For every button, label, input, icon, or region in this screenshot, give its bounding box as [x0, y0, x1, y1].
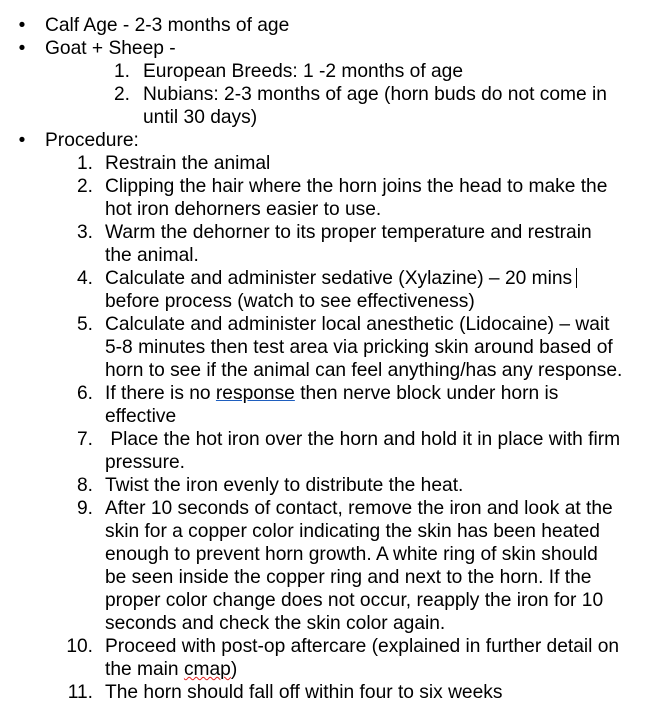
list-item-text [143, 83, 643, 129]
list-item-text [105, 267, 650, 313]
list-item-line: the animal. [105, 245, 199, 266]
procedure-step-3 [0, 221, 666, 267]
document-body [0, 14, 666, 704]
list-item-line: be seen inside the copper ring and next to the horn. If the [105, 567, 592, 588]
list-number: 8. [76, 475, 93, 496]
list-item-line [105, 658, 650, 681]
list-number: 11. [67, 682, 93, 703]
procedure-step-11 [0, 681, 666, 704]
list-item-line: effective [105, 406, 177, 427]
list-item-line-text: If there is no [105, 383, 216, 404]
list-item-line-text: then nerve block under horn is [294, 383, 559, 404]
list-number: 6. [76, 383, 93, 404]
list-number: 7. [76, 429, 93, 450]
list-item-text [105, 681, 650, 704]
text-cursor [576, 268, 577, 288]
bullet-text: Goat + Sheep - [45, 38, 176, 59]
list-item-line: hot iron dehorners easier to use. [105, 199, 382, 220]
list-item-line-text: ) [230, 659, 238, 680]
procedure-step-4 [0, 267, 666, 313]
list-item-line [105, 267, 650, 290]
list-item-text [105, 221, 650, 267]
list-item-line: European Breeds: 1 -2 months of age [143, 61, 463, 82]
procedure-step-10 [0, 635, 666, 681]
list-item-line: 5-8 minutes then test area via pricking skin around based of [105, 337, 613, 358]
list-item-line: before process (watch to see effectiveness) [105, 291, 475, 312]
list-item-line: Calculate and administer local anesthetic (Lidocaine) – wait [105, 314, 610, 335]
bullet-icon: • [18, 130, 26, 151]
list-item-line: skin for a copper color indicating the skin has been heated [105, 521, 600, 542]
list-item-line: pressure. [105, 452, 185, 473]
list-item-line [105, 382, 650, 405]
list-item-line: The horn should fall off within four to six weeks [105, 682, 503, 703]
bullet-item-calf-age [0, 14, 666, 37]
list-number: 2. [76, 176, 93, 197]
list-item-line: Proceed with post-op aftercare (explained in further detail on [105, 636, 620, 657]
list-item-text [105, 635, 650, 681]
procedure-step-6 [0, 382, 666, 428]
list-number: 4. [76, 268, 93, 289]
list-number: 3. [76, 222, 93, 243]
list-item-line: Clipping the hair where the horn joins the head to make the [105, 176, 608, 197]
goat-sheep-item-1 [0, 60, 666, 83]
list-item-line: Nubians: 2-3 months of age (horn buds do not come in [143, 84, 607, 105]
list-item-line: Restrain the animal [105, 153, 271, 174]
procedure-step-5 [0, 313, 666, 382]
bullet-icon: • [18, 38, 26, 59]
list-item-line: Warm the dehorner to its proper temperature and restrain [105, 222, 592, 243]
list-number: 1. [113, 61, 130, 82]
list-item-line: until 30 days) [143, 107, 258, 128]
procedure-step-8 [0, 474, 666, 497]
list-item-line: Place the hot iron over the horn and hold it in place with firm [105, 429, 621, 450]
bullet-text: Calf Age - 2-3 months of age [45, 15, 290, 36]
procedure-step-9 [0, 497, 666, 635]
goat-sheep-item-2 [0, 83, 666, 129]
list-number: 1. [76, 153, 93, 174]
procedure-step-7 [0, 428, 666, 474]
list-item-text [105, 152, 650, 175]
list-item-text [143, 60, 643, 83]
list-number: 9. [76, 498, 93, 519]
list-item-line: enough to prevent horn growth. A white ring of skin should [105, 544, 598, 565]
list-item-line-text: the main [105, 659, 184, 680]
bullet-item-procedure [0, 129, 666, 152]
bullet-text: Procedure: [45, 130, 139, 151]
bullet-icon: • [18, 15, 26, 36]
bullet-item-goat-sheep [0, 37, 666, 60]
underlined-word[interactable]: response [215, 383, 295, 404]
list-item-text [105, 382, 650, 428]
list-item-line: Twist the iron evenly to distribute the heat. [105, 475, 464, 496]
procedure-step-1 [0, 152, 666, 175]
list-number: 2. [113, 84, 130, 105]
list-item-line-text: Calculate and administer sedative (Xylazine) – 20 mins [105, 268, 573, 289]
list-item-text [105, 313, 650, 382]
list-item-line: After 10 seconds of contact, remove the iron and look at the [105, 498, 613, 519]
list-item-line: proper color change does not occur, reapply the iron for 10 [105, 590, 604, 611]
list-item-text [105, 474, 650, 497]
list-item-text [105, 428, 650, 474]
spelling-flagged-word[interactable]: cmap [183, 659, 231, 680]
procedure-step-2 [0, 175, 666, 221]
list-number: 10. [66, 636, 93, 657]
list-item-line: seconds and check the skin color again. [105, 613, 446, 634]
list-item-line: horn to see if the animal can feel anything/has any response. [105, 360, 623, 381]
list-item-text [105, 497, 650, 635]
list-number: 5. [76, 314, 93, 335]
list-item-text [105, 175, 650, 221]
